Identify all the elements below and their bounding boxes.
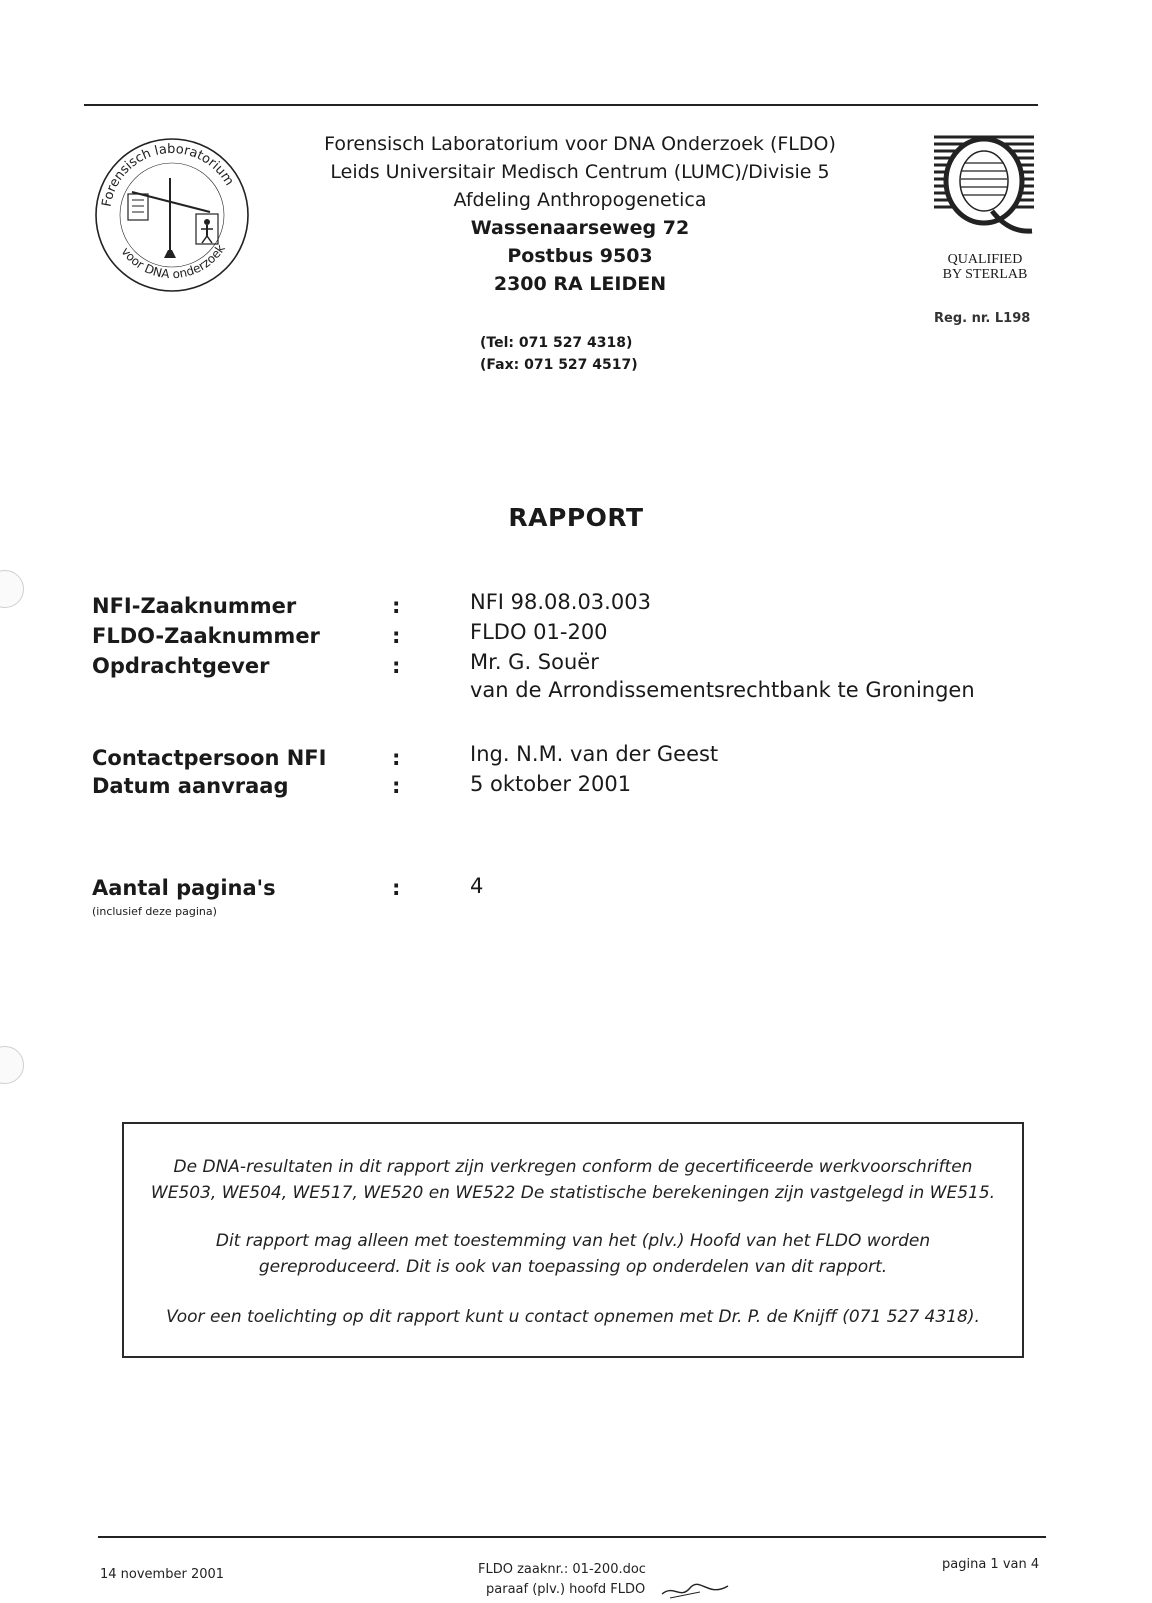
colon-separator: : bbox=[392, 654, 401, 678]
colon-separator: : bbox=[392, 594, 401, 618]
sterlab-q-logo bbox=[934, 133, 1034, 243]
footer-page-number: pagina 1 van 4 bbox=[942, 1557, 1040, 1572]
header-rule bbox=[84, 104, 1038, 106]
fax-number: (Fax: 071 527 4517) bbox=[480, 357, 638, 373]
contact-numbers bbox=[480, 332, 638, 376]
label-aantal-paginas: Aantal pagina's bbox=[92, 876, 276, 900]
value-datum-aanvraag: 5 oktober 2001 bbox=[470, 772, 632, 796]
qualified-line-2: BY STERLAB bbox=[942, 267, 1028, 282]
footer-paraaf: paraaf (plv.) hoofd FLDO bbox=[486, 1582, 646, 1597]
svg-text:Forensisch laboratorium bbox=[100, 142, 237, 208]
label-datum-aanvraag: Datum aanvraag bbox=[92, 774, 289, 798]
notice-line: Dit rapport mag alleen met toestemming van het (plv.) Hoofd van het FLDO worden bbox=[215, 1231, 931, 1251]
handwritten-signature bbox=[660, 1580, 730, 1602]
notice-line: Voor een toelichting op dit rapport kunt u contact opnemen met Dr. P. de Knijff (071 527 4318). bbox=[166, 1307, 980, 1327]
colon-separator: : bbox=[392, 876, 401, 900]
footer-date: 14 november 2001 bbox=[100, 1567, 225, 1582]
lab-institution: Leids Universitair Medisch Centrum (LUMC)/Divisie 5 bbox=[330, 161, 830, 183]
seal-text-top: Forensisch laboratorium bbox=[99, 141, 237, 208]
qualified-line-1: QUALIFIED bbox=[947, 252, 1023, 267]
lab-address-block bbox=[300, 130, 860, 298]
label-nfi-zaaknummer: NFI-Zaaknummer bbox=[92, 594, 297, 618]
notice-line: De DNA-resultaten in dit rapport zijn verkregen conform de gecertificeerde werkvoorschriften bbox=[173, 1157, 973, 1177]
notice-line: WE503, WE504, WE517, WE520 en WE522 De statistische berekeningen zijn vastgelegd in WE515. bbox=[150, 1183, 996, 1203]
lab-name: Forensisch Laboratorium voor DNA Onderzoek (FLDO) bbox=[324, 133, 836, 155]
colon-separator: : bbox=[392, 624, 401, 648]
fldo-seal-logo bbox=[92, 130, 252, 300]
qualified-by-sterlab bbox=[920, 252, 1050, 282]
registration-number: Reg. nr. L198 bbox=[934, 311, 1031, 326]
label-fldo-zaaknummer: FLDO-Zaaknummer bbox=[92, 624, 320, 648]
notice-paragraph-3 bbox=[124, 1304, 1022, 1330]
value-aantal-paginas: 4 bbox=[470, 874, 484, 898]
punch-hole bbox=[0, 1046, 24, 1084]
lab-department: Afdeling Anthropogenetica bbox=[453, 189, 707, 211]
value-nfi-zaaknummer: NFI 98.08.03.003 bbox=[470, 590, 651, 614]
lab-postbus: Postbus 9503 bbox=[507, 245, 653, 267]
value-fldo-zaaknummer: FLDO 01-200 bbox=[470, 620, 608, 644]
colon-separator: : bbox=[392, 746, 401, 770]
svg-text:voor DNA onderzoek bbox=[118, 242, 227, 281]
label-contactpersoon: Contactpersoon NFI bbox=[92, 746, 327, 770]
notice-paragraph-1 bbox=[124, 1154, 1022, 1206]
tel-number: (Tel: 071 527 4318) bbox=[480, 335, 633, 351]
footer-rule bbox=[98, 1536, 1046, 1538]
label-opdrachtgever: Opdrachtgever bbox=[92, 654, 270, 678]
colon-separator: : bbox=[392, 774, 401, 798]
notice-paragraph-2 bbox=[124, 1228, 1022, 1280]
lab-city: 2300 RA LEIDEN bbox=[493, 273, 667, 295]
notice-box bbox=[122, 1122, 1024, 1358]
note-inclusief: (inclusief deze pagina) bbox=[92, 905, 217, 918]
seal-text-bottom: voor DNA onderzoek bbox=[118, 241, 228, 282]
page-title: RAPPORT bbox=[508, 503, 644, 532]
lab-street: Wassenaarseweg 72 bbox=[470, 217, 690, 239]
value-contactpersoon: Ing. N.M. van der Geest bbox=[470, 742, 719, 766]
footer-doc-reference: FLDO zaaknr.: 01-200.doc bbox=[478, 1562, 646, 1577]
value-opdrachtgever-line2: van de Arrondissementsrechtbank te Groningen bbox=[470, 678, 975, 702]
punch-hole bbox=[0, 570, 24, 608]
notice-line: gereproduceerd. Dit is ook van toepassing op onderdelen van dit rapport. bbox=[258, 1257, 888, 1277]
value-opdrachtgever: Mr. G. Souër bbox=[470, 650, 599, 674]
